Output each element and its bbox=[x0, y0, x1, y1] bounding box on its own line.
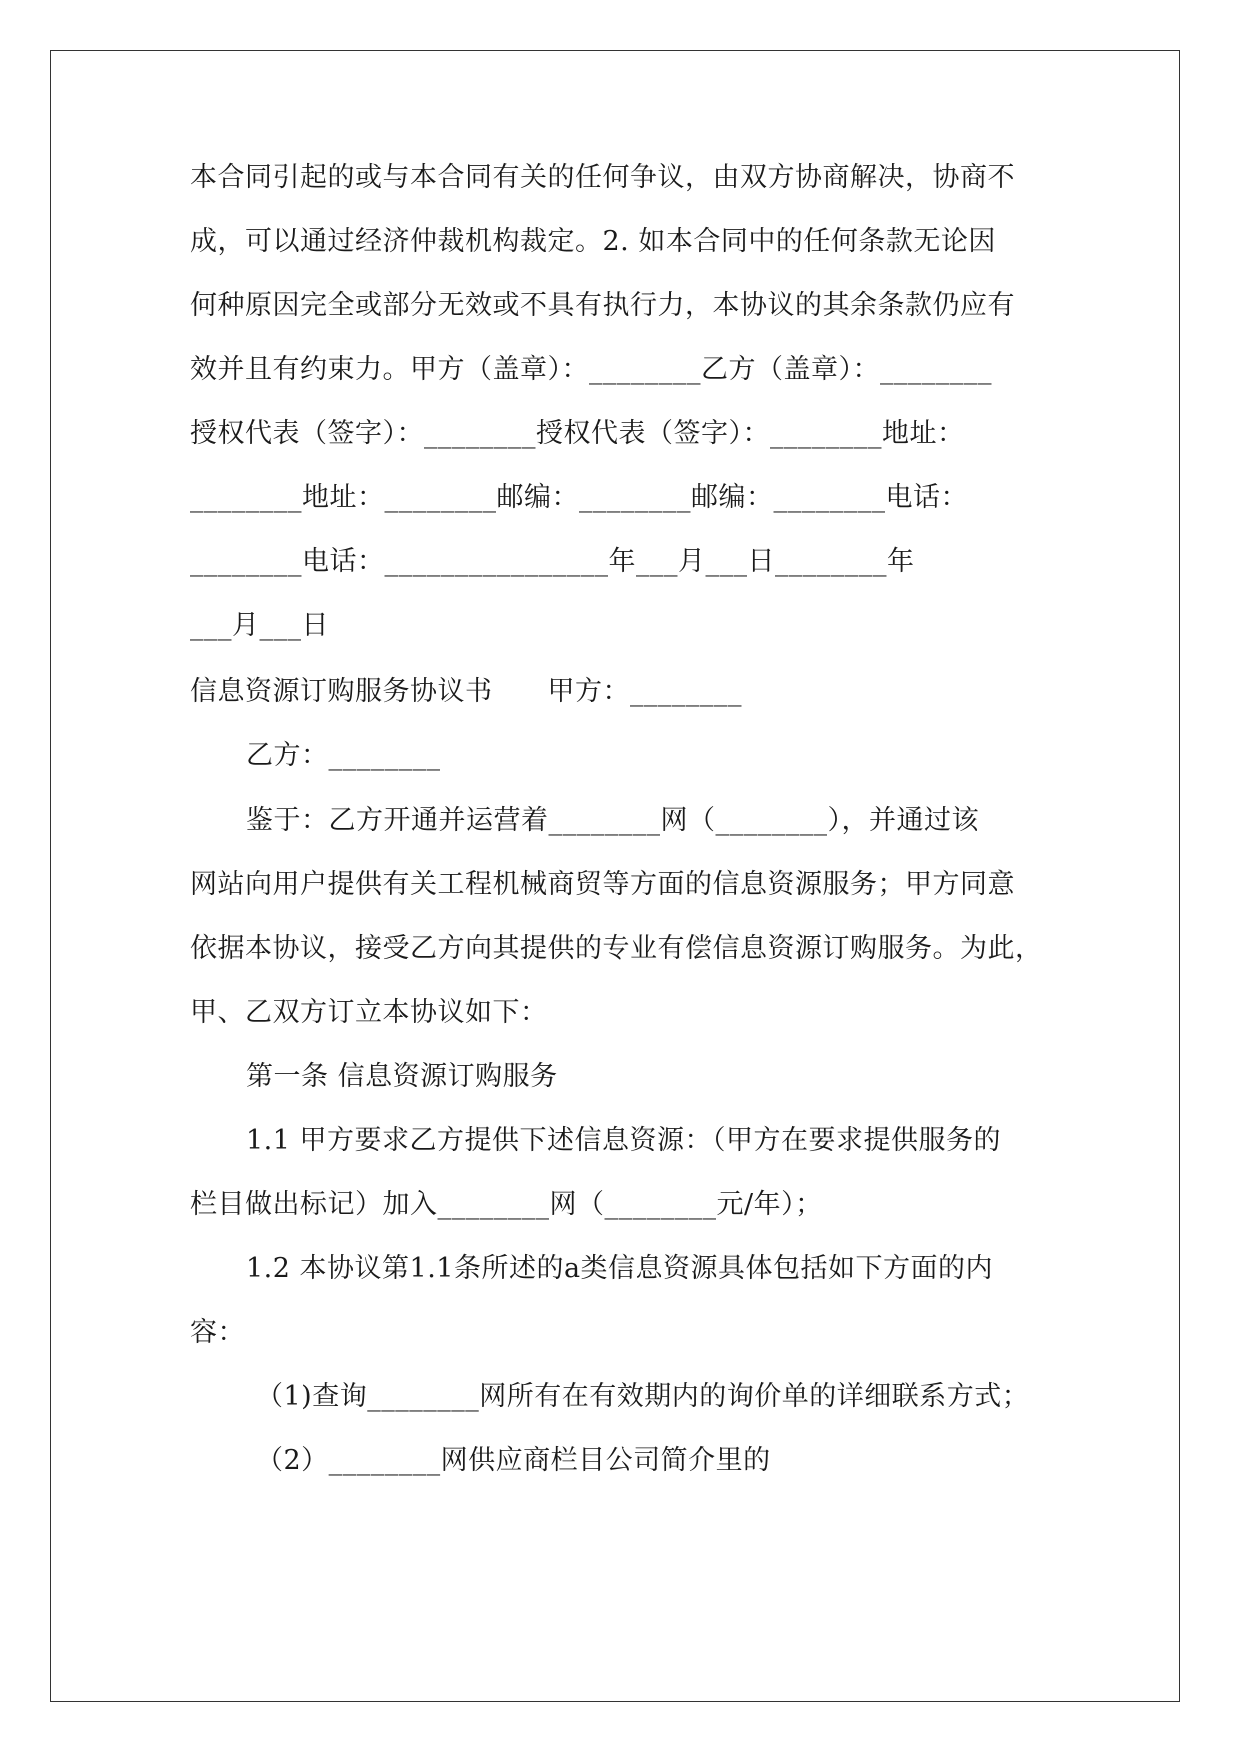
paragraph-line: 鉴于：乙方开通并运营着________网（________），并通过该 bbox=[246, 805, 979, 836]
paragraph-line: 甲、乙双方订立本协议如下： bbox=[190, 997, 548, 1028]
clause-line: 1.1 甲方要求乙方提供下述信息资源：（甲方在要求提供服务的 bbox=[246, 1125, 1002, 1156]
paragraph-line: 成，可以通过经济仲裁机构裁定。2. 如本合同中的任何条款无论因 bbox=[190, 226, 996, 257]
clause-line: 1.2 本协议第1.1条所述的a类信息资源具体包括如下方面的内 bbox=[246, 1253, 994, 1284]
paragraph-line: 网站向用户提供有关工程机械商贸等方面的信息资源服务；甲方同意 bbox=[190, 869, 1015, 900]
paragraph-line: 何种原因完全或部分无效或不具有执行力，本协议的其余条款仍应有 bbox=[190, 290, 1015, 321]
clause-line: 栏目做出标记）加入________网（________元/年）； bbox=[190, 1189, 823, 1220]
party-b-line: 乙方：________ bbox=[246, 740, 441, 771]
paragraph-line: 本合同引起的或与本合同有关的任何争议，由双方协商解决，协商不 bbox=[190, 162, 1015, 193]
list-item: （1)查询________网所有在有效期内的询价单的详细联系方式； bbox=[256, 1381, 1030, 1412]
agreement-title: 信息资源订购服务协议书 甲方：________ bbox=[190, 676, 742, 707]
paragraph-line: 依据本协议，接受乙方向其提供的专业有偿信息资源订购服务。为此， bbox=[190, 933, 1043, 964]
date-line: ___月___日 bbox=[190, 610, 329, 641]
signature-line: 授权代表（签字）：________授权代表（签字）：________地址： bbox=[190, 418, 965, 449]
list-item: （2）________网供应商栏目公司简介里的 bbox=[256, 1445, 771, 1476]
signature-line: ________地址：________邮编：________邮编：________电话： bbox=[190, 482, 968, 513]
date-line: ________电话：________________年___月___日________年 bbox=[190, 546, 915, 577]
clause-line: 容： bbox=[190, 1317, 245, 1348]
signature-line: 效并且有约束力。甲方（盖章）：________乙方（盖章）：________ bbox=[190, 354, 992, 385]
article-heading: 第一条 信息资源订购服务 bbox=[246, 1061, 558, 1092]
